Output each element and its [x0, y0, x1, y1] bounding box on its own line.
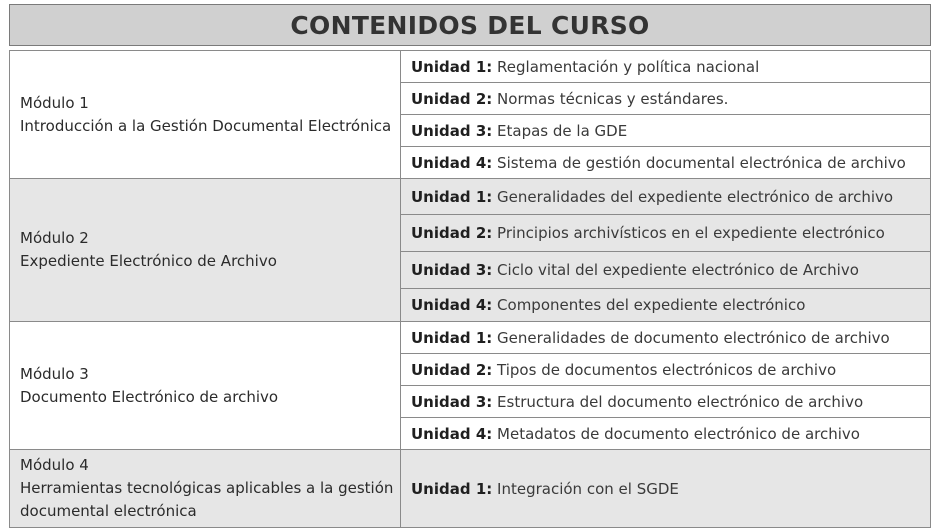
module-label: Módulo 2 [20, 229, 89, 247]
module-name: Herramientas tecnológicas aplicables a la gestión [20, 479, 394, 497]
module-name-continued: documental electrónica [20, 502, 197, 520]
unit-number: Unidad 2: [411, 224, 493, 242]
unit-cell [401, 322, 931, 354]
unit-cell [401, 252, 931, 289]
unit-number: Unidad 1: [411, 328, 493, 347]
module-label: Módulo 1 [20, 93, 89, 112]
unit-number: Unidad 3: [411, 121, 493, 140]
module-name: Documento Electrónico de archivo [20, 387, 279, 406]
unit-cell [401, 354, 931, 386]
unit-title: Etapas de la GDE [497, 121, 628, 140]
course-contents-body [10, 51, 931, 528]
unit-number: Unidad 3: [411, 392, 493, 411]
unit-number: Unidad 2: [411, 89, 493, 108]
unit-cell [401, 289, 931, 322]
unit-number: Unidad 4: [411, 153, 493, 172]
unit-number: Unidad 4: [411, 424, 493, 443]
unit-title: Tipos de documentos electrónicos de archivo [497, 360, 837, 379]
module-row [10, 450, 931, 528]
module-label: Módulo 3 [20, 364, 89, 383]
unit-number: Unidad 2: [411, 360, 493, 379]
course-contents-header [9, 4, 931, 46]
unit-cell [401, 215, 931, 252]
unit-title: Generalidades del expediente electrónico de archivo [497, 187, 894, 206]
module-label: Módulo 4 [20, 456, 89, 474]
unit-cell [401, 179, 931, 215]
unit-cell [401, 418, 931, 450]
unit-title: Generalidades de documento electrónico de archivo [497, 328, 890, 347]
unit-title: Principios archivísticos en el expediente electrónico [497, 224, 885, 242]
unit-number: Unidad 3: [411, 261, 493, 279]
unit-cell [401, 147, 931, 179]
unit-number: Unidad 1: [411, 57, 493, 76]
unit-title: Sistema de gestión documental electrónica de archivo [497, 153, 906, 172]
unit-title: Reglamentación y política nacional [497, 57, 760, 76]
unit-cell [401, 386, 931, 418]
module-row [10, 322, 931, 354]
page-title: CONTENIDOS DEL CURSO [290, 10, 650, 40]
unit-title: Metadatos de documento electrónico de archivo [497, 424, 860, 443]
module-2-cell [10, 179, 401, 322]
unit-number: Unidad 1: [411, 187, 493, 206]
unit-title: Componentes del expediente electrónico [497, 296, 806, 314]
unit-number: Unidad 4: [411, 296, 493, 314]
unit-cell [401, 51, 931, 83]
module-row [10, 179, 931, 215]
unit-cell [401, 115, 931, 147]
unit-title: Estructura del documento electrónico de archivo [497, 392, 864, 411]
unit-title: Normas técnicas y estándares. [497, 89, 729, 108]
unit-title: Ciclo vital del expediente electrónico de Archivo [497, 261, 859, 279]
module-3-cell [10, 322, 401, 450]
unit-cell [401, 450, 931, 528]
module-name: Expediente Electrónico de Archivo [20, 252, 277, 270]
unit-title: Integración con el SGDE [497, 479, 679, 498]
module-1-cell [10, 51, 401, 179]
unit-number: Unidad 1: [411, 479, 493, 498]
module-name: Introducción a la Gestión Documental Electrónica [20, 116, 392, 135]
course-contents-table [9, 50, 931, 528]
unit-cell [401, 83, 931, 115]
module-row [10, 51, 931, 83]
module-4-cell [10, 450, 401, 528]
